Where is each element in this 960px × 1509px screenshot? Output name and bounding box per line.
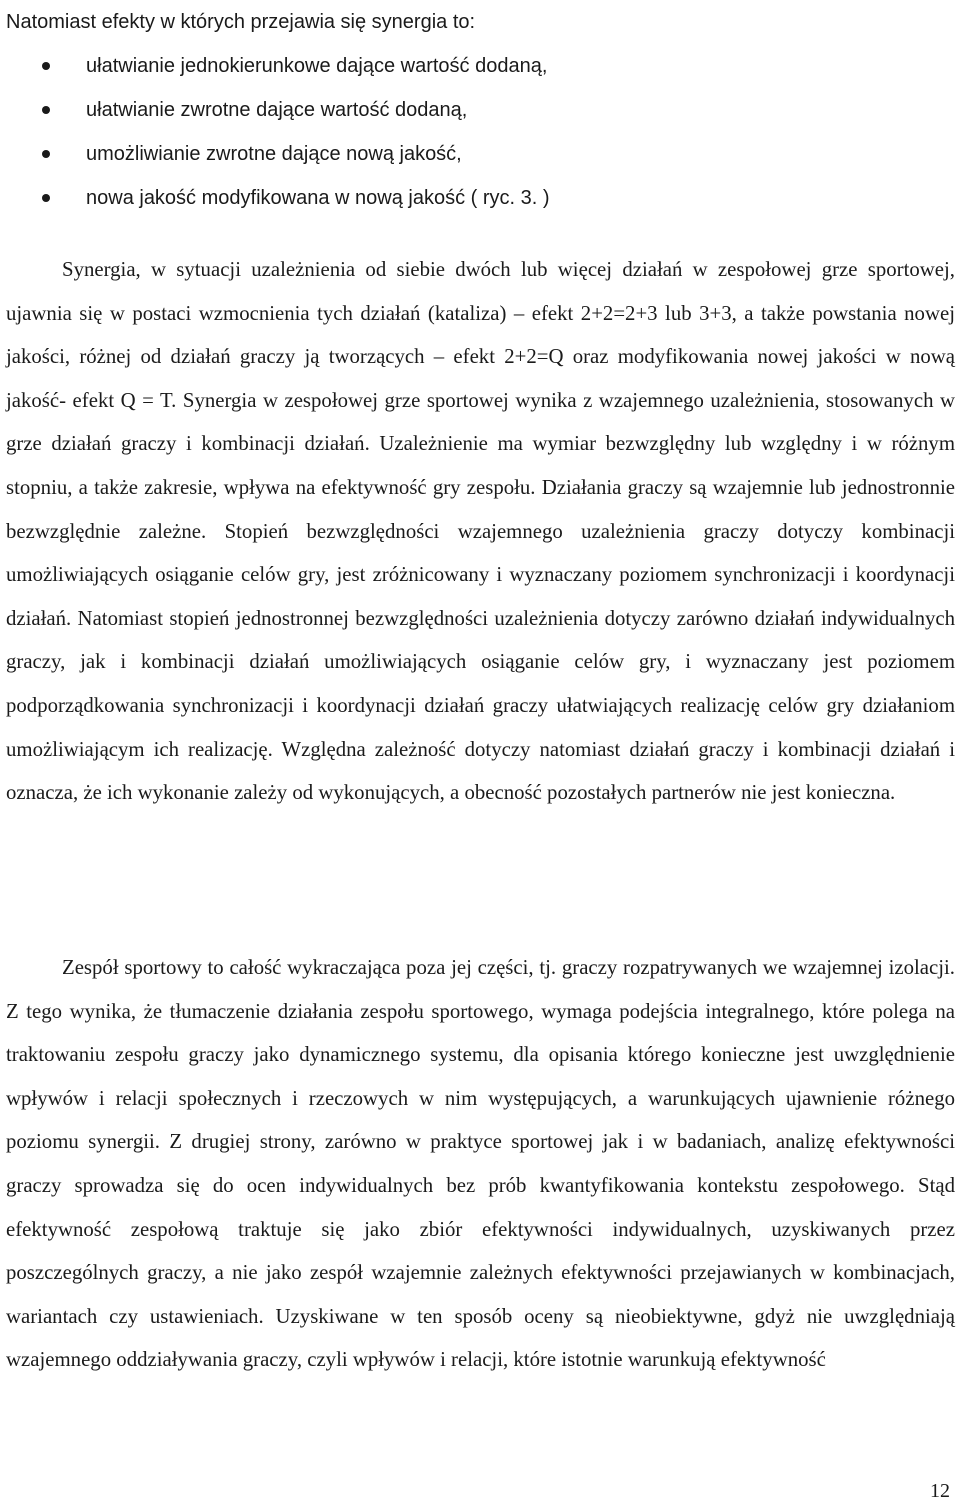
- bullet-icon: [42, 62, 50, 70]
- paragraph-text: Zespół sportowy to całość wykraczająca poza jej części, tj. graczy rozpatrywanych we wzajemnej izolacji. Z tego wynika, że tłumaczenie działania zespołu sportowego, wymaga podejścia integralnego, które polega na traktowaniu zespołu graczy jako dynamicznego systemu, dla opisania którego konieczne jest uwzględnienie wpływów i relacji społecznych i rzeczowych w nim występujących, a warunkujących ujawnienie różnego poziomu synergii. Z drugiej strony, zarówno w praktyce sportowej jak i w badaniach, analizę efektywności graczy sprowadza się do ocen indywidualnych bez prób kwantyfikowania kontekstu zespołowego. Stąd efektywność zespołową traktuje się jako zbiór efektywności indywidualnych, uzyskiwanych przez poszczególnych graczy, a nie jako zespół wzajemnie zależnych efektywności przejawianych w kombinacjach, wariantach czy ustawieniach. Uzyskiwane w ten sposób oceny są nieobiektywne, gdyż nie uwzględniają wzajemnego oddziaływania graczy, czyli wpływów i relacji, które istotnie warunkują efektywność: [6, 956, 955, 1372]
- list-item: [0, 88, 960, 132]
- list-item: [0, 44, 960, 88]
- list-item-text: ułatwianie jednokierunkowe dające wartość dodaną,: [86, 55, 548, 77]
- bullet-icon: [42, 106, 50, 114]
- paragraph-team: [6, 946, 955, 1382]
- effects-bullet-list: [0, 44, 960, 220]
- page-number: 12: [930, 1480, 950, 1502]
- paragraph-synergy: [6, 248, 955, 815]
- list-item: [0, 176, 960, 220]
- list-item-text: nowa jakość modyfikowana w nową jakość ( ryc. 3. ): [86, 187, 550, 209]
- bullet-icon: [42, 194, 50, 202]
- paragraph-text: Synergia, w sytuacji uzależnienia od siebie dwóch lub więcej działań w zespołowej grze sportowej, ujawnia się w postaci wzmocnienia tych działań (kataliza) – efekt 2+2=2+3 lub 3+3, a także powstania nowej jakości, różnej od działań graczy ją tworzących – efekt 2+2=Q oraz modyfikowania nowej jakości w nową jakość- efekt Q = T. Synergia w zespołowej grze sportowej wynika z wzajemnego uzależnienia, stosowanych w grze działań graczy i kombinacji działań. Uzależnienie ma wymiar bezwzględny lub względny i w różnym stopniu, a także zakresie, wpływa na efektywność gry zespołu. Działania graczy są wzajemnie lub jednostronnie bezwzględnie zależne. Stopień bezwzględności wzajemnego uzależnienia graczy dotyczy kombinacji umożliwiających osiąganie celów gry, jest zróżnicowany i wyznaczany poziomem synchronizacji i koordynacji działań. Natomiast stopień jednostronnej bezwzględności uzależnienia dotyczy zarówno działań indywidualnych graczy, jak i kombinacji działań umożliwiających osiąganie celów gry, i wyznaczany jest poziomem podporządkowania synchronizacji i koordynacji działań graczy ułatwiających realizację celów gry działaniom umożliwiającym ich realizację. Względna zależność dotyczy natomiast działań graczy i kombinacji działań i oznacza, że ich wykonanie zależy od wykonujących, a obecność pozostałych partnerów nie jest konieczna.: [6, 258, 955, 805]
- list-item: [0, 132, 960, 176]
- intro-line: Natomiast efekty w których przejawia się synergia to:: [6, 11, 476, 33]
- list-item-text: ułatwianie zwrotne dające wartość dodaną,: [86, 99, 468, 121]
- bullet-icon: [42, 150, 50, 158]
- list-item-text: umożliwianie zwrotne dające nową jakość,: [86, 143, 462, 165]
